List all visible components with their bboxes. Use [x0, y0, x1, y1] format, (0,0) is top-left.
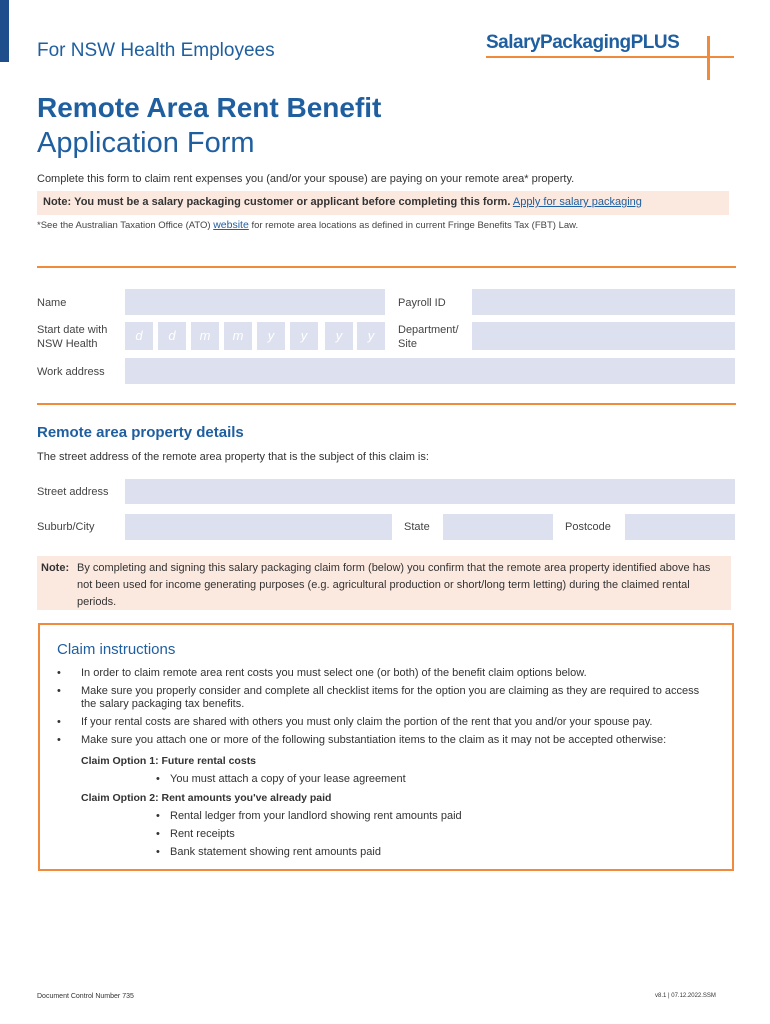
- option-2-item: Bank statement showing rent amounts paid: [170, 846, 381, 858]
- document-control-number: Document Control Number 735: [37, 993, 134, 1000]
- header-subtitle: For NSW Health Employees: [37, 40, 275, 61]
- street-address-label: Street address: [37, 486, 109, 498]
- option-1-item: You must attach a copy of your lease agreement: [170, 773, 406, 785]
- property-note-text: By completing and signing this salary packaging claim form (below) you confirm that the remote area property identified above has not been used for income generating purposes (e.g. agricultural production or short/long term letting) during the claimed rental periods.: [77, 562, 711, 608]
- list-item: [156, 846, 381, 858]
- logo-plus-horizontal: [689, 56, 734, 58]
- list-item: [156, 828, 235, 840]
- logo-underline: [486, 56, 698, 58]
- ato-text-before: *See the Australian Taxation Office (ATO): [37, 220, 211, 231]
- note-text: You must be a salary packaging customer or applicant before completing this form.: [74, 196, 511, 208]
- postcode-field[interactable]: [625, 514, 735, 540]
- divider-top: [37, 266, 736, 268]
- list-item: [57, 734, 717, 747]
- option-2-item: Rent receipts: [170, 828, 235, 840]
- footer-version-code: v8.1 | 07.12.2022.SSM: [655, 993, 716, 999]
- date-month-1[interactable]: m: [191, 322, 219, 350]
- suburb-label: Suburb/City: [37, 521, 95, 533]
- list-item: [156, 810, 462, 822]
- date-day-2[interactable]: d: [158, 322, 186, 350]
- date-year-2[interactable]: y: [290, 322, 318, 350]
- bullet-icon: •: [57, 716, 61, 728]
- list-item: [57, 685, 717, 711]
- state-field[interactable]: [443, 514, 553, 540]
- option-2-item: Rental ledger from your landlord showing rent amounts paid: [170, 810, 462, 822]
- date-day-1[interactable]: d: [125, 322, 153, 350]
- ato-reference: [37, 219, 578, 231]
- claim-option-1-title: Claim Option 1: Future rental costs: [81, 755, 257, 767]
- department-label-line2: Site: [398, 338, 417, 350]
- work-address-label: Work address: [37, 366, 105, 378]
- property-note: [37, 556, 731, 610]
- customer-note: [37, 191, 729, 215]
- brand-logo: [486, 32, 736, 82]
- claim-bullet-text: Make sure you attach one or more of the following substantiation items to the claim as it may not be accepted otherwise:: [81, 734, 667, 746]
- bullet-icon: •: [156, 828, 160, 840]
- claim-bullet-text: Make sure you properly consider and complete all checklist items for the option you are claiming as they are required to access the salary packaging tax benefits.: [81, 685, 700, 710]
- start-date-label-line2: NSW Health: [37, 338, 98, 350]
- work-address-field[interactable]: [125, 358, 735, 384]
- claim-bullet-text: If your rental costs are shared with others you must only claim the portion of the rent that you and/or your spouse pay.: [81, 716, 653, 728]
- intro-text: Complete this form to claim rent expenses you (and/or your spouse) are paying on your remote area* property.: [37, 173, 575, 185]
- logo-wordmark: SalaryPackagingPLUS: [486, 32, 680, 53]
- claim-instructions-title: Claim instructions: [57, 641, 176, 658]
- left-edge-strip: [0, 0, 9, 62]
- payroll-label: Payroll ID: [398, 297, 446, 309]
- date-year-4[interactable]: y: [357, 322, 385, 350]
- ato-website-link[interactable]: website: [213, 219, 249, 231]
- property-section-title: Remote area property details: [37, 424, 244, 441]
- name-field[interactable]: [125, 289, 385, 315]
- list-item: [57, 716, 717, 729]
- divider-middle: [37, 403, 736, 405]
- list-item: [57, 667, 717, 680]
- claim-bullet-text: In order to claim remote area rent costs you must select one (or both) of the benefit claim options below.: [81, 667, 587, 679]
- street-address-field[interactable]: [125, 479, 735, 504]
- property-note-label: Note:: [41, 562, 70, 574]
- department-field[interactable]: [472, 322, 735, 350]
- department-label: [398, 323, 459, 351]
- start-date-label-line1: Start date with: [37, 324, 108, 336]
- bullet-icon: •: [57, 734, 61, 746]
- bullet-icon: •: [156, 846, 160, 858]
- form-title: Remote Area Rent Benefit: [37, 92, 382, 123]
- date-year-1[interactable]: y: [257, 322, 285, 350]
- bullet-icon: •: [57, 667, 61, 679]
- bullet-icon: •: [57, 685, 61, 697]
- claim-bullets: [57, 667, 717, 752]
- property-section-description: The street address of the remote area property that is the subject of this claim is:: [37, 451, 429, 463]
- date-year-3[interactable]: y: [325, 322, 353, 350]
- date-month-2[interactable]: m: [224, 322, 252, 350]
- claim-option-2-title: Claim Option 2: Rent amounts you've already paid: [81, 792, 332, 804]
- bullet-icon: •: [156, 810, 160, 822]
- state-label: State: [404, 521, 430, 533]
- claim-instructions-box: [38, 623, 734, 871]
- payroll-id-field[interactable]: [472, 289, 735, 315]
- note-label: Note:: [43, 196, 72, 208]
- list-item: [156, 773, 406, 785]
- suburb-field[interactable]: [125, 514, 392, 540]
- ato-text-after: for remote area locations as defined in current Fringe Benefits Tax (FBT) Law.: [251, 220, 579, 231]
- form-subtitle: Application Form: [37, 127, 255, 159]
- start-date-label: [37, 323, 107, 351]
- bullet-icon: •: [156, 773, 160, 785]
- postcode-label: Postcode: [565, 521, 611, 533]
- department-label-line1: Department/: [398, 324, 459, 336]
- name-label: Name: [37, 297, 67, 309]
- logo-plus-vertical: [707, 36, 710, 80]
- apply-link[interactable]: Apply for salary packaging: [512, 196, 642, 208]
